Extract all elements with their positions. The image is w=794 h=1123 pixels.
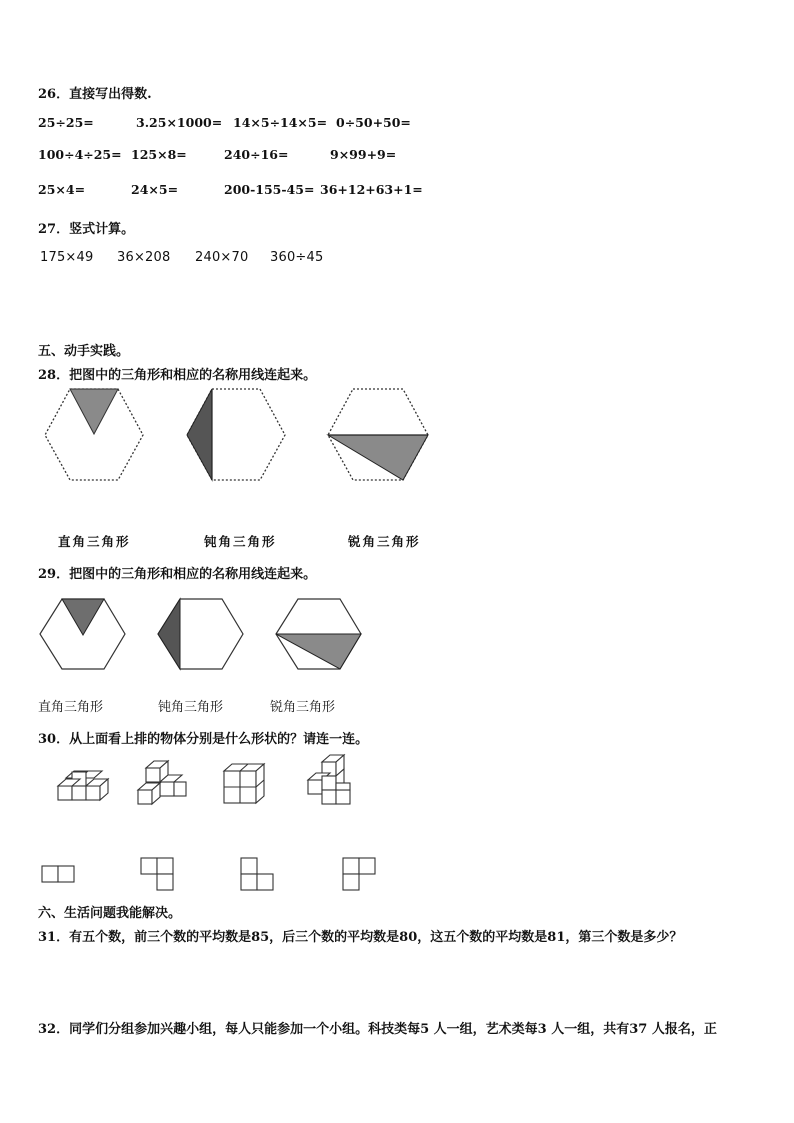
- cube-stack-3: [224, 764, 264, 803]
- calc-item: 125×8=: [131, 147, 187, 162]
- cube-stack-4: [308, 755, 350, 804]
- top-view-2: [141, 858, 173, 890]
- triangle-label: 直角三角形: [38, 700, 104, 715]
- q26-title: 26．直接写出得数.: [38, 87, 152, 102]
- calc-item: 25÷25=: [38, 115, 94, 130]
- top-view-3: [241, 858, 273, 890]
- triangle-label: 钝角三角形: [158, 700, 224, 715]
- triangle-label: 锐角三角形: [270, 700, 336, 715]
- calc-item: 24×5=: [131, 182, 179, 197]
- section6-title: 六、生活问题我能解决。: [38, 906, 182, 921]
- top-view-1: [42, 866, 74, 882]
- calc-item: 25×4=: [38, 182, 86, 197]
- cube-stack-2: [138, 761, 186, 804]
- q31-text: 31．有五个数，前三个数的平均数是85，后三个数的平均数是80，这五个数的平均数是81，第三个数是多少？: [38, 930, 683, 945]
- cube-stack-1: [58, 771, 108, 800]
- calc-item: 0÷50+50=: [336, 115, 411, 130]
- section5-title: 五、动手实践。: [38, 344, 130, 359]
- vertical-calc-item: 175×49: [40, 250, 94, 265]
- q28-title: 28．把图中的三角形和相应的名称用线连起来。: [38, 368, 317, 383]
- triangle-label: 锐角三角形: [348, 534, 421, 549]
- top-view-4: [343, 858, 375, 890]
- calc-item: 200-155-45=: [224, 182, 315, 197]
- q29-title: 29．把图中的三角形和相应的名称用线连起来。: [38, 567, 317, 582]
- q27-title: 27．竖式计算。: [38, 222, 135, 237]
- vertical-calc-item: 36×208: [117, 250, 171, 265]
- calc-item: 3.25×1000=: [136, 115, 223, 130]
- calc-item: 36+12+63+1=: [320, 182, 423, 197]
- calc-item: 9×99+9=: [330, 147, 397, 162]
- vertical-calc-item: 360÷45: [270, 250, 324, 265]
- vertical-calc-item: 240×70: [195, 250, 249, 265]
- triangle-label: 直角三角形: [58, 534, 131, 549]
- q30-title: 30．从上面看上排的物体分别是什么形状的？请连一连。: [38, 732, 369, 747]
- triangle-label: 钝角三角形: [204, 534, 277, 549]
- q32-text: 32．同学们分组参加兴趣小组，每人只能参加一个小组。科技类每5 人一组，艺术类每3 人一组，共有37 人报名，正: [38, 1022, 717, 1037]
- calc-item: 100÷4÷25=: [38, 147, 122, 162]
- calc-item: 240÷16=: [224, 147, 289, 162]
- calc-item: 14×5÷14×5=: [233, 115, 328, 130]
